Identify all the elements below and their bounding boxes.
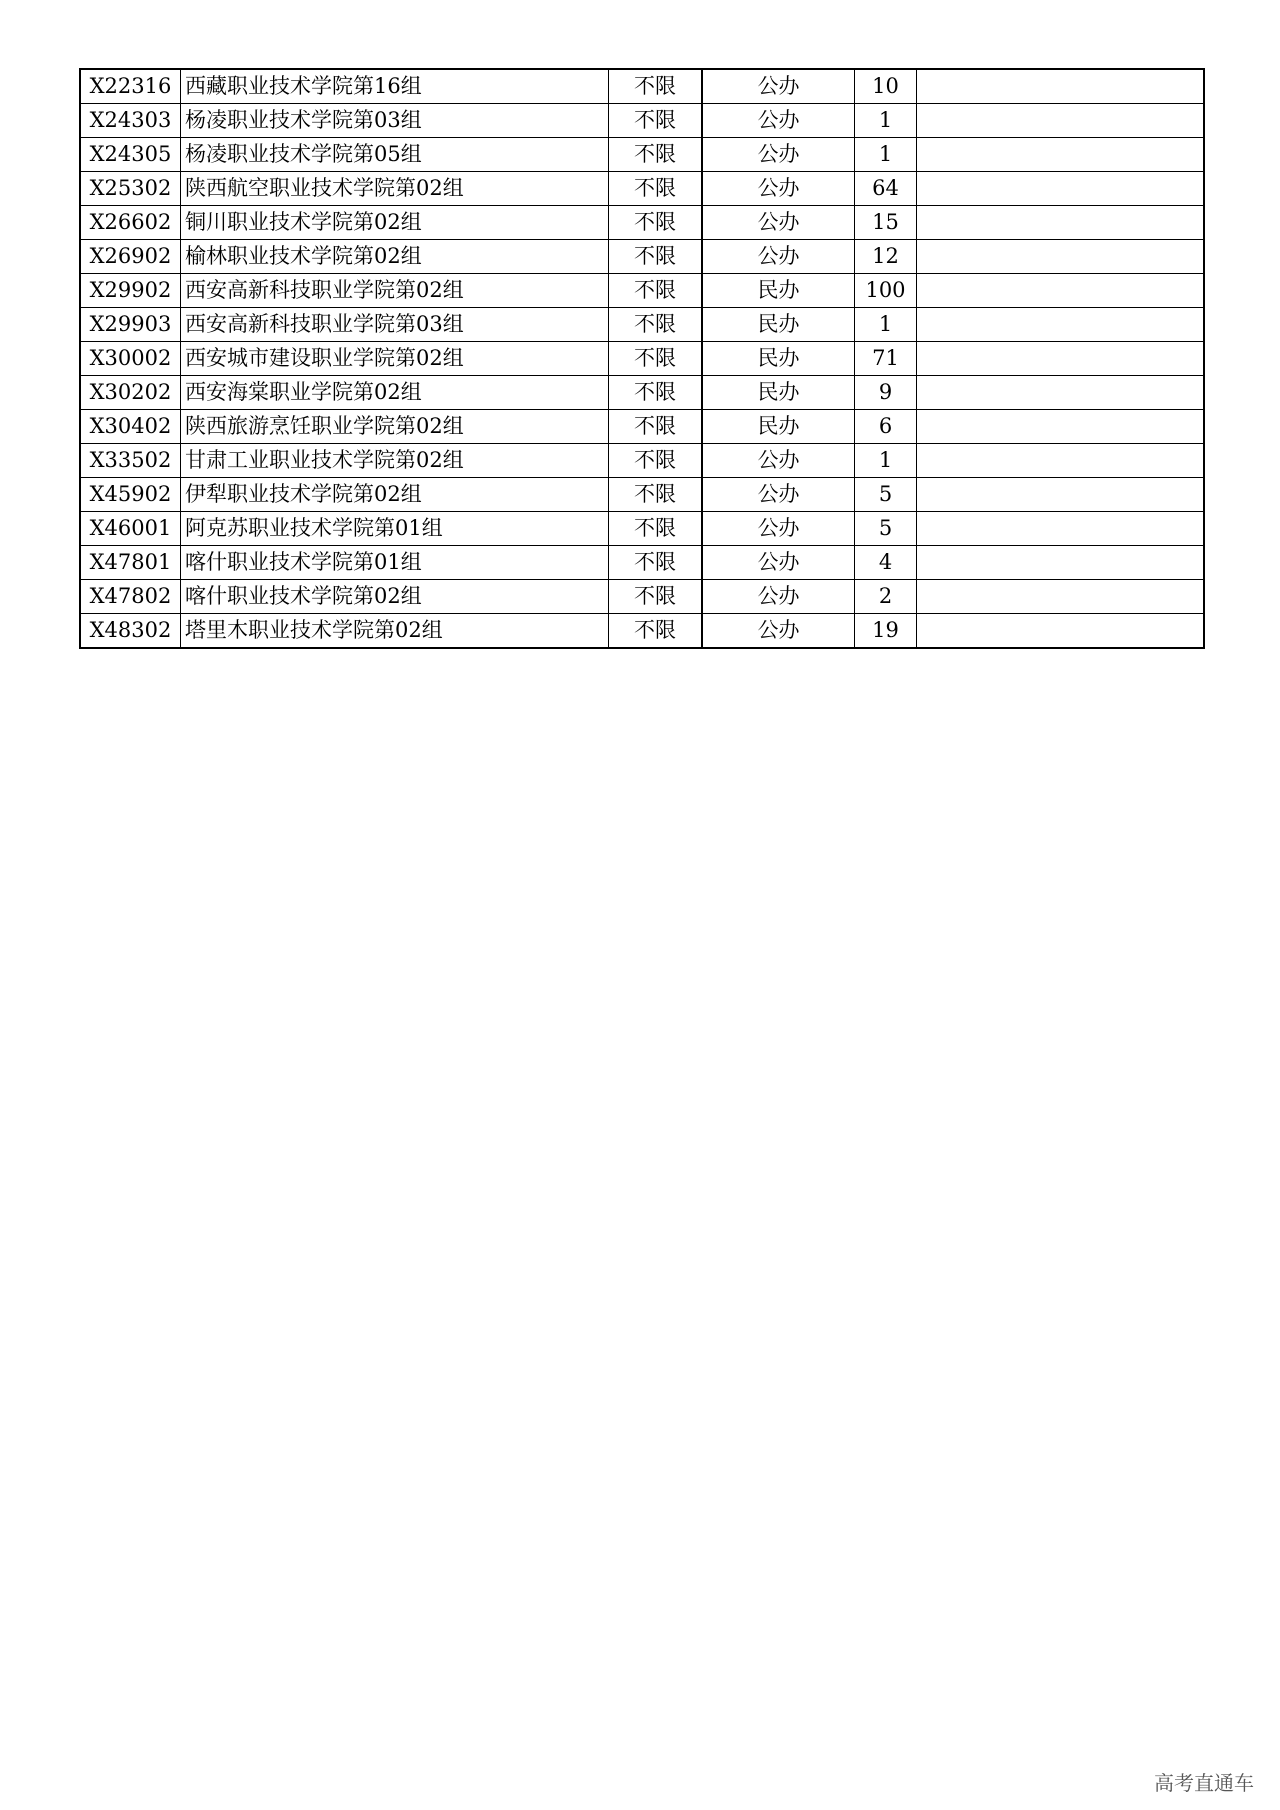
cell-school-group-name: 陕西旅游烹饪职业学院第02组 bbox=[181, 410, 609, 444]
cell-school-type: 公办 bbox=[702, 172, 855, 206]
cell-requirement: 不限 bbox=[609, 410, 703, 444]
table-row bbox=[80, 478, 1204, 512]
table-row bbox=[80, 342, 1204, 376]
cell-requirement: 不限 bbox=[609, 172, 703, 206]
cell-plan-count: 10 bbox=[855, 69, 917, 104]
cell-note bbox=[917, 444, 1205, 478]
cell-note bbox=[917, 478, 1205, 512]
table-row bbox=[80, 512, 1204, 546]
cell-note bbox=[917, 69, 1205, 104]
cell-note bbox=[917, 240, 1205, 274]
cell-group-code: X26602 bbox=[80, 206, 181, 240]
cell-note bbox=[917, 206, 1205, 240]
cell-group-code: X48302 bbox=[80, 614, 181, 649]
table-row bbox=[80, 614, 1204, 649]
cell-group-code: X30002 bbox=[80, 342, 181, 376]
cell-plan-count: 71 bbox=[855, 342, 917, 376]
cell-school-group-name: 阿克苏职业技术学院第01组 bbox=[181, 512, 609, 546]
cell-group-code: X26902 bbox=[80, 240, 181, 274]
cell-group-code: X29902 bbox=[80, 274, 181, 308]
cell-note bbox=[917, 342, 1205, 376]
cell-school-group-name: 杨凌职业技术学院第05组 bbox=[181, 138, 609, 172]
table-row bbox=[80, 104, 1204, 138]
table-body bbox=[80, 69, 1204, 648]
cell-plan-count: 1 bbox=[855, 444, 917, 478]
admission-plan-table bbox=[79, 68, 1205, 649]
cell-note bbox=[917, 580, 1205, 614]
cell-school-type: 民办 bbox=[702, 410, 855, 444]
cell-school-group-name: 西藏职业技术学院第16组 bbox=[181, 69, 609, 104]
table-row bbox=[80, 308, 1204, 342]
cell-note bbox=[917, 546, 1205, 580]
cell-school-type: 民办 bbox=[702, 376, 855, 410]
cell-school-type: 民办 bbox=[702, 342, 855, 376]
table-row bbox=[80, 69, 1204, 104]
cell-requirement: 不限 bbox=[609, 342, 703, 376]
cell-school-group-name: 铜川职业技术学院第02组 bbox=[181, 206, 609, 240]
cell-plan-count: 5 bbox=[855, 478, 917, 512]
cell-group-code: X25302 bbox=[80, 172, 181, 206]
cell-group-code: X47801 bbox=[80, 546, 181, 580]
table-row bbox=[80, 376, 1204, 410]
cell-school-type: 公办 bbox=[702, 138, 855, 172]
cell-group-code: X45902 bbox=[80, 478, 181, 512]
cell-requirement: 不限 bbox=[609, 104, 703, 138]
cell-school-type: 公办 bbox=[702, 444, 855, 478]
cell-note bbox=[917, 138, 1205, 172]
cell-requirement: 不限 bbox=[609, 580, 703, 614]
cell-group-code: X30202 bbox=[80, 376, 181, 410]
cell-note bbox=[917, 274, 1205, 308]
cell-plan-count: 6 bbox=[855, 410, 917, 444]
cell-note bbox=[917, 410, 1205, 444]
cell-school-type: 公办 bbox=[702, 512, 855, 546]
cell-group-code: X24305 bbox=[80, 138, 181, 172]
watermark-text: 高考直通车 bbox=[1154, 1771, 1254, 1795]
cell-requirement: 不限 bbox=[609, 614, 703, 649]
cell-school-type: 民办 bbox=[702, 308, 855, 342]
cell-school-group-name: 西安高新科技职业学院第03组 bbox=[181, 308, 609, 342]
cell-school-type: 公办 bbox=[702, 206, 855, 240]
cell-plan-count: 5 bbox=[855, 512, 917, 546]
table-row bbox=[80, 546, 1204, 580]
cell-school-group-name: 喀什职业技术学院第01组 bbox=[181, 546, 609, 580]
cell-note bbox=[917, 376, 1205, 410]
cell-group-code: X30402 bbox=[80, 410, 181, 444]
cell-school-type: 公办 bbox=[702, 69, 855, 104]
cell-plan-count: 15 bbox=[855, 206, 917, 240]
cell-school-type: 公办 bbox=[702, 546, 855, 580]
cell-school-type: 公办 bbox=[702, 104, 855, 138]
cell-requirement: 不限 bbox=[609, 274, 703, 308]
table-row bbox=[80, 444, 1204, 478]
cell-school-group-name: 伊犁职业技术学院第02组 bbox=[181, 478, 609, 512]
table-row bbox=[80, 240, 1204, 274]
cell-school-type: 公办 bbox=[702, 614, 855, 649]
table-row bbox=[80, 274, 1204, 308]
cell-plan-count: 64 bbox=[855, 172, 917, 206]
cell-requirement: 不限 bbox=[609, 240, 703, 274]
cell-group-code: X46001 bbox=[80, 512, 181, 546]
cell-note bbox=[917, 172, 1205, 206]
cell-requirement: 不限 bbox=[609, 512, 703, 546]
cell-school-group-name: 杨凌职业技术学院第03组 bbox=[181, 104, 609, 138]
cell-plan-count: 1 bbox=[855, 104, 917, 138]
cell-school-group-name: 喀什职业技术学院第02组 bbox=[181, 580, 609, 614]
cell-school-group-name: 陕西航空职业技术学院第02组 bbox=[181, 172, 609, 206]
cell-school-group-name: 西安城市建设职业学院第02组 bbox=[181, 342, 609, 376]
cell-school-group-name: 西安高新科技职业学院第02组 bbox=[181, 274, 609, 308]
cell-plan-count: 9 bbox=[855, 376, 917, 410]
cell-group-code: X33502 bbox=[80, 444, 181, 478]
cell-group-code: X47802 bbox=[80, 580, 181, 614]
cell-requirement: 不限 bbox=[609, 69, 703, 104]
cell-group-code: X24303 bbox=[80, 104, 181, 138]
cell-requirement: 不限 bbox=[609, 376, 703, 410]
cell-group-code: X29903 bbox=[80, 308, 181, 342]
cell-requirement: 不限 bbox=[609, 478, 703, 512]
cell-school-group-name: 甘肃工业职业技术学院第02组 bbox=[181, 444, 609, 478]
table-row bbox=[80, 580, 1204, 614]
table-row bbox=[80, 138, 1204, 172]
cell-school-type: 公办 bbox=[702, 478, 855, 512]
cell-school-group-name: 塔里木职业技术学院第02组 bbox=[181, 614, 609, 649]
cell-group-code: X22316 bbox=[80, 69, 181, 104]
table-row bbox=[80, 410, 1204, 444]
cell-school-type: 公办 bbox=[702, 580, 855, 614]
cell-requirement: 不限 bbox=[609, 546, 703, 580]
cell-requirement: 不限 bbox=[609, 138, 703, 172]
cell-requirement: 不限 bbox=[609, 206, 703, 240]
cell-plan-count: 4 bbox=[855, 546, 917, 580]
cell-school-type: 民办 bbox=[702, 274, 855, 308]
cell-plan-count: 19 bbox=[855, 614, 917, 649]
cell-school-group-name: 榆林职业技术学院第02组 bbox=[181, 240, 609, 274]
cell-school-type: 公办 bbox=[702, 240, 855, 274]
cell-plan-count: 100 bbox=[855, 274, 917, 308]
cell-school-group-name: 西安海棠职业学院第02组 bbox=[181, 376, 609, 410]
cell-plan-count: 1 bbox=[855, 138, 917, 172]
table-row bbox=[80, 172, 1204, 206]
cell-note bbox=[917, 308, 1205, 342]
cell-requirement: 不限 bbox=[609, 444, 703, 478]
cell-plan-count: 1 bbox=[855, 308, 917, 342]
cell-note bbox=[917, 512, 1205, 546]
cell-requirement: 不限 bbox=[609, 308, 703, 342]
cell-note bbox=[917, 614, 1205, 649]
cell-plan-count: 12 bbox=[855, 240, 917, 274]
cell-plan-count: 2 bbox=[855, 580, 917, 614]
table-row bbox=[80, 206, 1204, 240]
cell-note bbox=[917, 104, 1205, 138]
